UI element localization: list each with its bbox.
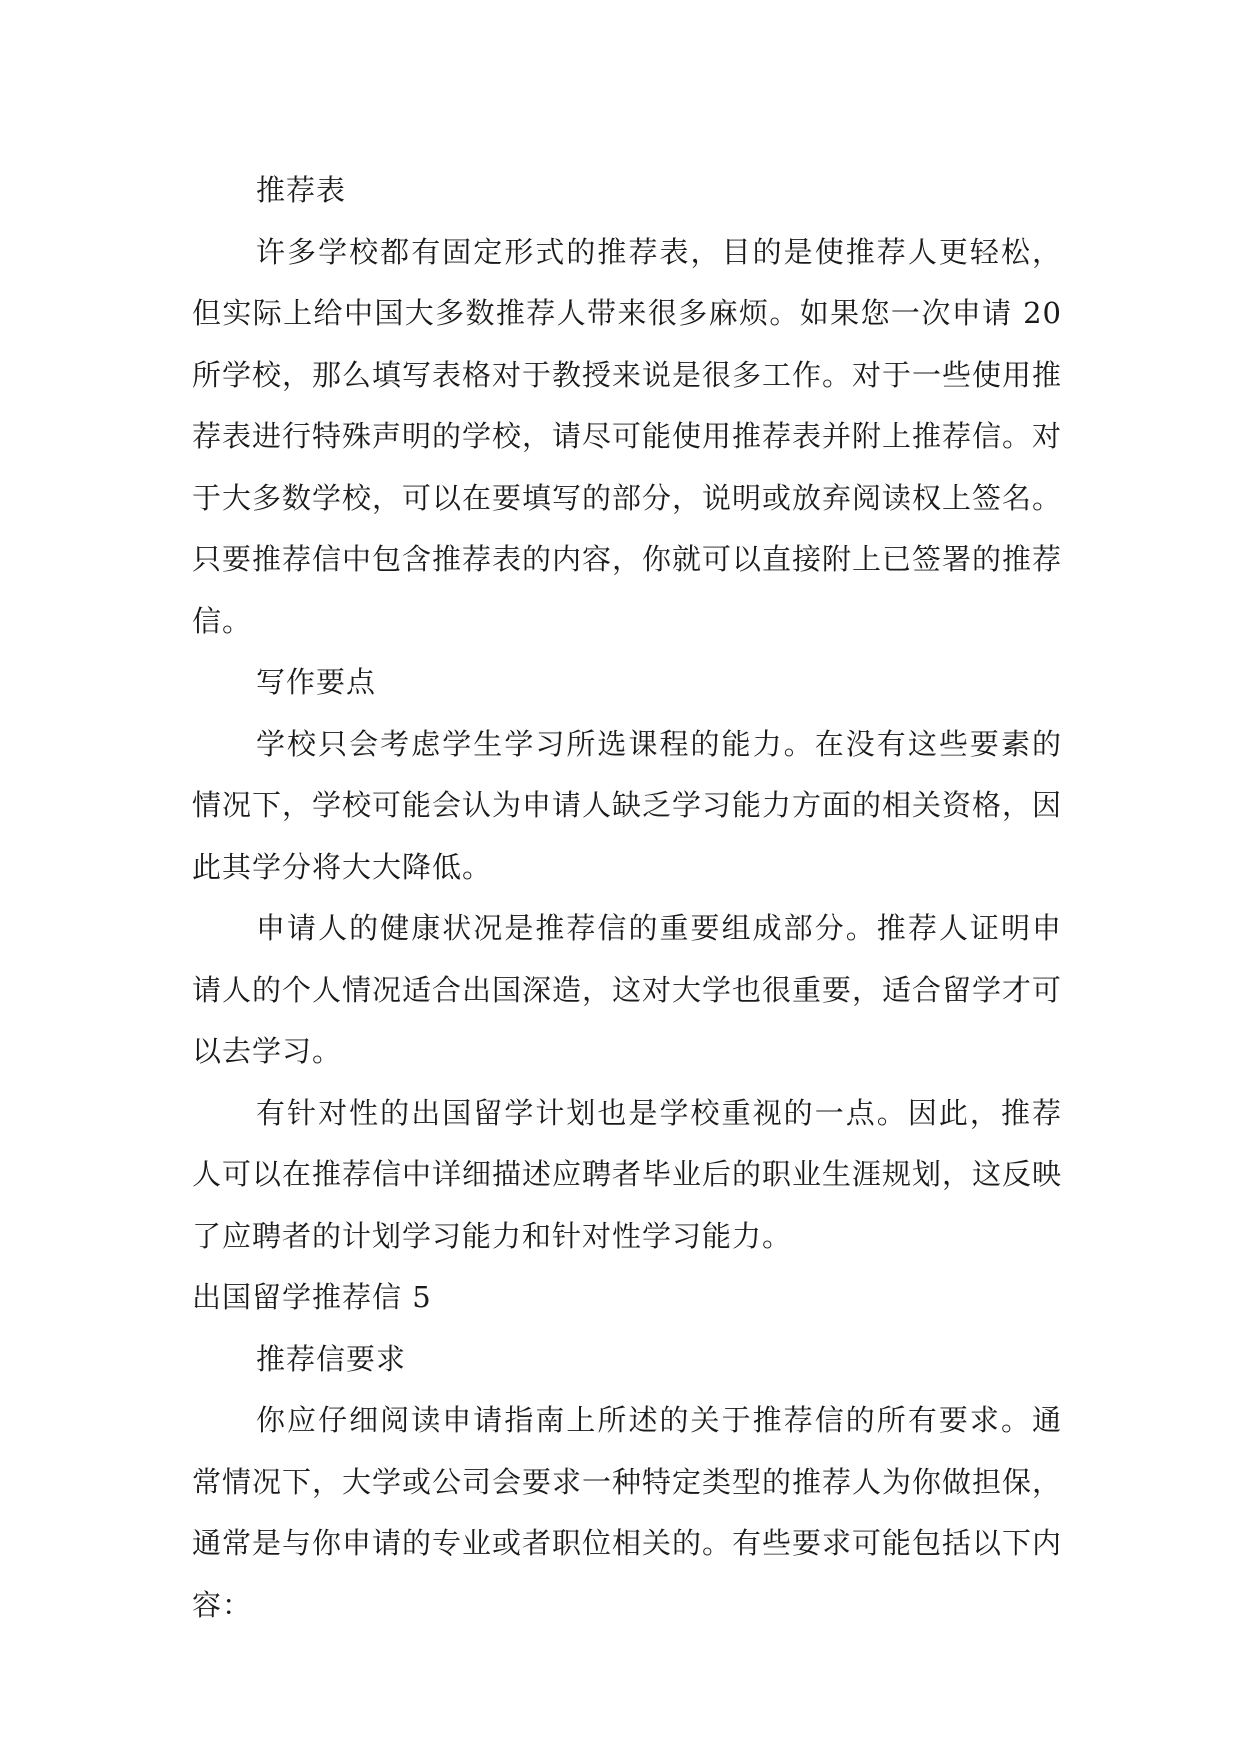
paragraph-study-ability: 学校只会考虑学生学习所选课程的能力。在没有这些要素的情况下，学校可能会认为申请人缺乏学习能力方面的相关资格，因此其学分将大大降低。 xyxy=(192,726,1063,884)
paragraph-letter-requirements: 你应仔细阅读申请指南上所述的关于推荐信的所有要求。通常情况下，大学或公司会要求一种特定类型的推荐人为你做担保，通常是与你申请的专业或者职位相关的。有些要求可能包括以下内容： xyxy=(192,1403,1063,1622)
document-section-title: 出国留学推荐信 5 xyxy=(192,1280,432,1314)
paragraph-health-status: 申请人的健康状况是推荐信的重要组成部分。推荐人证明申请人的个人情况适合出国深造，这对大学也很重要，适合留学才可以去学习。 xyxy=(192,911,1063,1068)
section-heading-writing-points: 写作要点 xyxy=(256,665,377,699)
document-page xyxy=(192,160,1062,1636)
paragraph-study-plan: 有针对性的出国留学计划也是学校重视的一点。因此，推荐人可以在推荐信中详细描述应聘者毕业后的职业生涯规划，这反映了应聘者的计划学习能力和针对性学习能力。 xyxy=(192,1095,1063,1253)
section-heading-letter-requirements: 推荐信要求 xyxy=(256,1341,407,1376)
section-heading-recommendation-form: 推荐表 xyxy=(256,173,347,207)
paragraph-recommendation-form: 许多学校都有固定形式的推荐表，目的是使推荐人更轻松，但实际上给中国大多数推荐人带来很多麻烦。如果您一次申请 20 所学校，那么填写表格对于教授来说是很多工作。对于一些使用推荐表进行特殊声明的学校，请尽可能使用推荐表并附上推荐信。对于大多数学校，可以在要填写的部分，说明或放弃阅读权上签名。只要推荐信中包含推荐表的内容，你就可以直接附上已签署的推荐信。 xyxy=(192,234,1063,638)
